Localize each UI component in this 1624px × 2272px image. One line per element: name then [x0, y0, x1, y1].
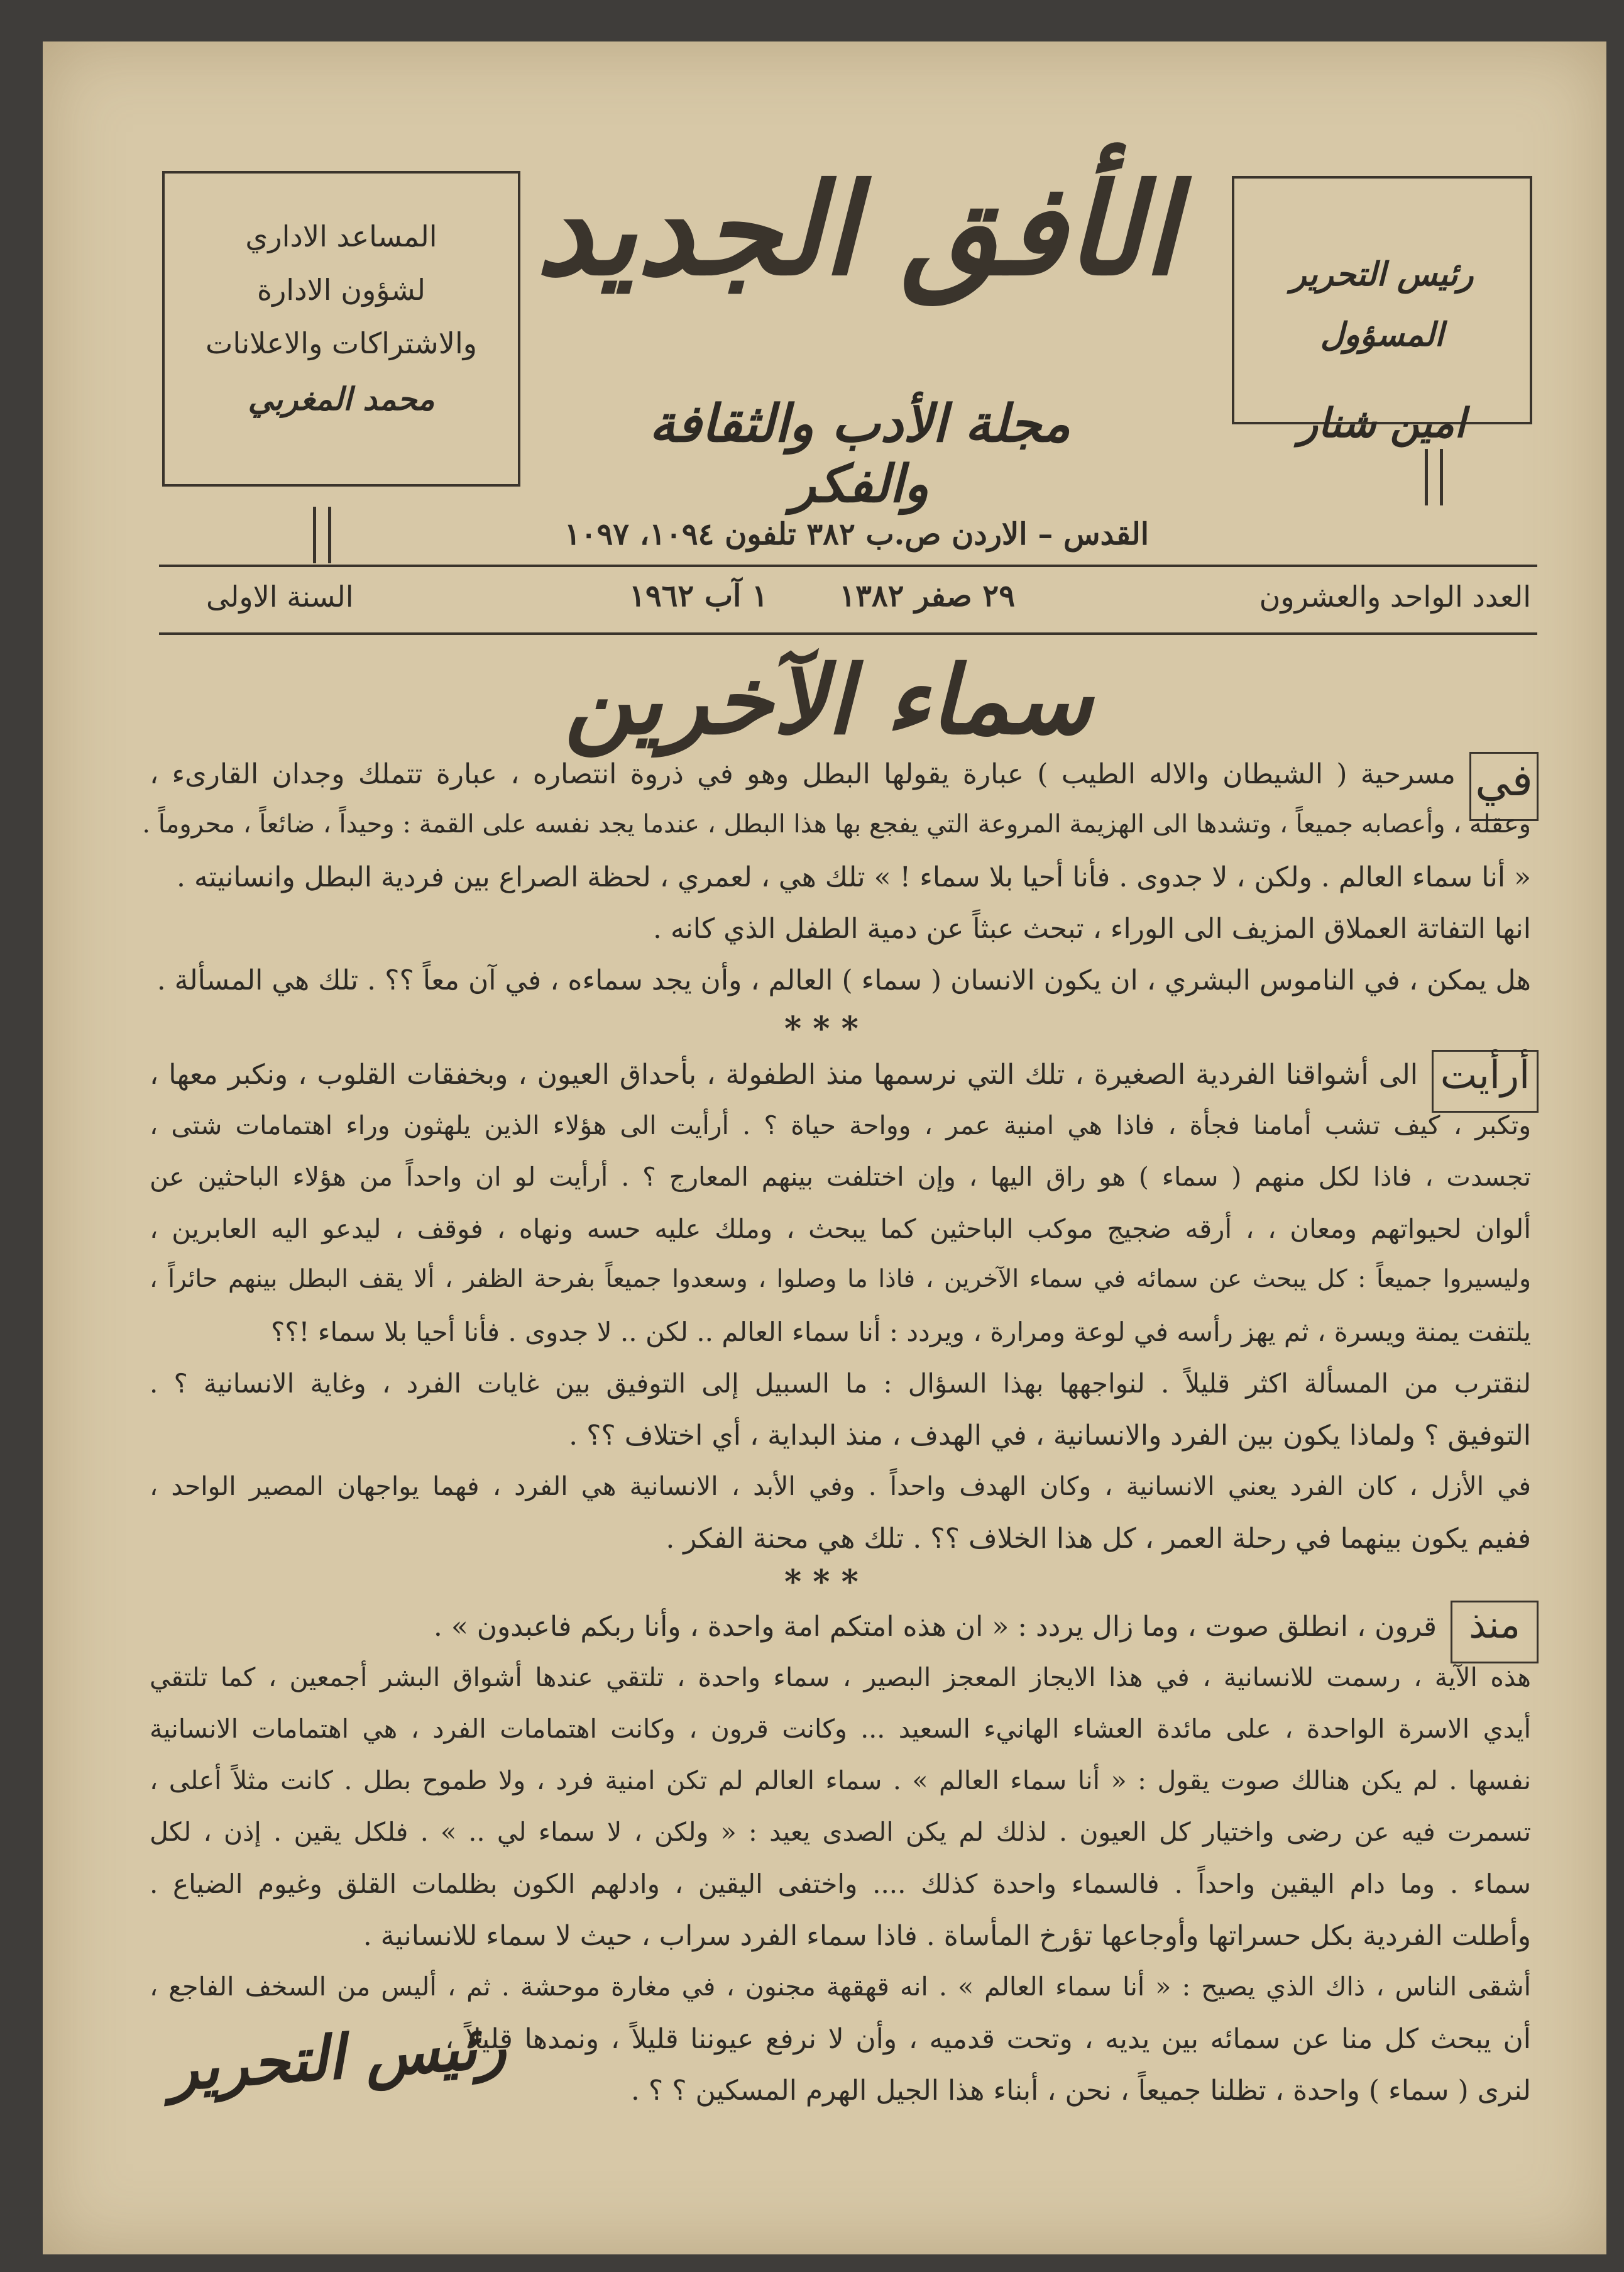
body-line: سماء . وما دام اليقين واحداً . فالسماء واحدة كذلك .... واختفى اليقين ، وادلهم الكون بظلمات القلق وغيوم الضياع . [150, 1868, 1531, 1899]
body-line: ففيم يكون بينهما في رحلة العمر ، كل هذا الخلاف ؟؟ . تلك هي محنة الفكر . [666, 1523, 1531, 1555]
body-line: لنقترب من المسألة اكثر قليلاً . لنواجهها بهذا السؤال : ما السبيل إلى التوفيق بين غايات الفرد ، وغاية الانسانية ؟ . [150, 1368, 1531, 1399]
dateline-top-rule [159, 565, 1537, 567]
body-line: ألوان لحيواتهم ومعان ، ، أرقه ضجيج موكب الباحثين كما يبحث ، وملك عليه حسه ونهاه ، فوقف ، ليدعو اليه العابرين ، [150, 1213, 1531, 1244]
body-line: الى أشواقنا الفردية الصغيرة ، تلك التي نرسمها منذ الطفولة ، بأحداق العيون ، وبخفقات القلوب ، ونكبر معها ، [150, 1059, 1418, 1091]
editor-box [1232, 176, 1532, 448]
editor-name: امين شنار [1298, 400, 1466, 448]
left-box-bar [328, 507, 331, 563]
body-line: لنرى ( سماء ) واحدة ، تظلنا جميعاً ، نحن ، أبناء هذا الجيل الهرم المسكين ؟ ؟ . [630, 2075, 1531, 2107]
body-line: أشقى الناس ، ذاك الذي يصيح : « أنا سماء العالم » . انه قهقهة مجنون ، في مغارة موحشة . ثم ، أليس من السخف الفاجع ، [150, 1971, 1531, 2002]
section-initial-2: أرأيت [1432, 1050, 1539, 1113]
admin-line-3: والاشتراكات والاعلانات [206, 326, 477, 361]
right-box-bar [1440, 449, 1443, 505]
section-initial-1: في [1469, 752, 1539, 821]
admin-box [162, 171, 520, 487]
magazine-page [43, 41, 1606, 2254]
editor-role: رئيس التحرير المسؤول [1290, 255, 1474, 355]
issue-date [583, 578, 1061, 614]
hijri-date: ٢٩ صفر ١٣٨٢ [839, 578, 1015, 614]
body-line: انها التفاتة العملاق المزيف الى الوراء ، تبحث عبثاً عن دمية الطفل الذي كانه . [653, 913, 1531, 945]
right-box-bar [1425, 449, 1428, 505]
body-line: أيدي الاسرة الواحدة ، على مائدة العشاء الهانيء السعيد ... وكانت قرون ، وكانت اهتمامات الفرد ، هي اهتمامات الانسانية [150, 1714, 1531, 1744]
issue-number: العدد الواحد والعشرون [1259, 580, 1531, 614]
body-line: قرون ، انطلق صوت ، وما زال يردد : « ان هذه امتكم امة واحدة ، وأنا ربكم فاعبدون » . [433, 1611, 1437, 1643]
admin-name: محمد المغربي [248, 380, 435, 418]
body-line: وأطلت الفردية بكل حسراتها وأوجاعها تؤرخ المأساة . فاذا سماء الفرد سراب ، حيث لا سماء للانسانية . [363, 1920, 1531, 1952]
article-title: سماء الآخرين [564, 645, 1092, 756]
body-line: « أنا سماء العالم . ولكن ، لا جدوى . فأنا أحيا بلا سماء ! » تلك هي ، لعمري ، لحظة الصراع بين فردية البطل وانسانيته . [176, 861, 1531, 893]
body-line: التوفيق ؟ ولماذا يكون بين الفرد والانسانية ، في الهدف ، منذ البداية ، أي اختلاف ؟؟ . [569, 1420, 1531, 1452]
body-line: في الأزل ، كان الفرد يعني الانسانية ، وكان الهدف واحداً . وفي الأبد ، الانسانية هي الفرد ، فهما يواجهان المصير الواحد ، [150, 1471, 1531, 1501]
volume-year: السنة الاولى [206, 580, 354, 614]
left-box-bar [313, 507, 316, 563]
masthead-subtitle: مجلة الأدب والثقافة والفكر [649, 394, 1071, 514]
body-line: تسمرت فيه عن رضى واختيار كل العيون . لذلك لم يكن الصدى يعيد : « ولكن ، لا سماء لي .. » . فلكل يقين . إذن ، لكل [150, 1817, 1531, 1847]
body-line: يلتفت يمنة ويسرة ، ثم يهز رأسه في لوعة ومرارة ، ويردد : أنا سماء العالم .. لكن .. لا جدوى . فأنا أحيا بلا سماء !؟؟ [270, 1316, 1531, 1347]
body-line: وعقله ، وأعصابه جميعاً ، وتشدها الى الهزيمة المروعة التي يفجع بها هذا البطل ، عندما يجد نفسه على القمة : وحيداً ، ضائعاً ، محروماً . [142, 810, 1531, 839]
body-line: أن يبحث كل منا عن سمائه بين يديه ، وتحت قدميه ، وأن لا نرفع عيوننا قليلاً ، ونمدها قليلاً ، [445, 2023, 1531, 2055]
admin-line-2: لشؤون الادارة [256, 273, 426, 307]
body-line: هذه الآية ، رسمت للانسانية ، في هذا الايجاز المعجز البصير ، سماء واحدة ، تلتقي عندها أشواق البشر أجمعين ، كما تلتقي [150, 1662, 1531, 1692]
body-line: نفسها . لم يكن هنالك صوت يقول : « أنا سماء العالم » . سماء العالم لم تكن امنية فرد ، ولا طموح بطل . كانت مثلاً أعلى ، [150, 1765, 1531, 1795]
admin-line-1: المساعد الاداري [245, 219, 437, 253]
body-line: هل يمكن ، في الناموس البشري ، ان يكون الانسان ( سماء ) العالم ، وأن يجد سماءه ، في آن معاً ؟؟ . تلك هي المسألة . [156, 964, 1531, 996]
body-line: وليسيروا جميعاً : كل يبحث عن سمائه في سماء الآخرين ، فاذا ما وصلوا ، وسعدوا جميعاً بفرحة الظفر ، ألا يقف البطل بينهم حائراً ، [150, 1265, 1531, 1293]
editor-signature: رئيس التحرير [166, 2010, 508, 2105]
body-line: تجسدت ، فاذا لكل منهم ( سماء ) هو راق اليها ، وإن اختلفت بينهم المعارج ؟ . أرأيت لو ان واحداً من هؤلاء الباحثين عن [150, 1162, 1531, 1192]
section-separator: * * * [784, 1010, 859, 1048]
section-initial-3: منذ [1451, 1601, 1539, 1663]
masthead-address: القدس – الاردن ص.ب ٣٨٢ تلفون ١٠٩٤، ١٠٩٧ [564, 517, 1149, 552]
body-line: وتكبر ، كيف تشب أمامنا فجأة ، فاذا هي امنية عمر ، وواحة حياة ؟ . أرأيت الى هؤلاء الذين يلهثون وراء اهتمامات شتى ، [150, 1110, 1531, 1140]
gregorian-date: ١ آب ١٩٦٢ [629, 578, 768, 614]
dateline-bottom-rule [159, 632, 1537, 635]
masthead-title: الأفق الجديد [535, 156, 1178, 304]
section-separator: * * * [784, 1563, 859, 1601]
body-line: مسرحية ( الشيطان والاله الطيب ) عبارة يقولها البطل وهو في ذروة انتصاره ، عبارة تتملك وجدان القارىء ، [150, 758, 1456, 790]
